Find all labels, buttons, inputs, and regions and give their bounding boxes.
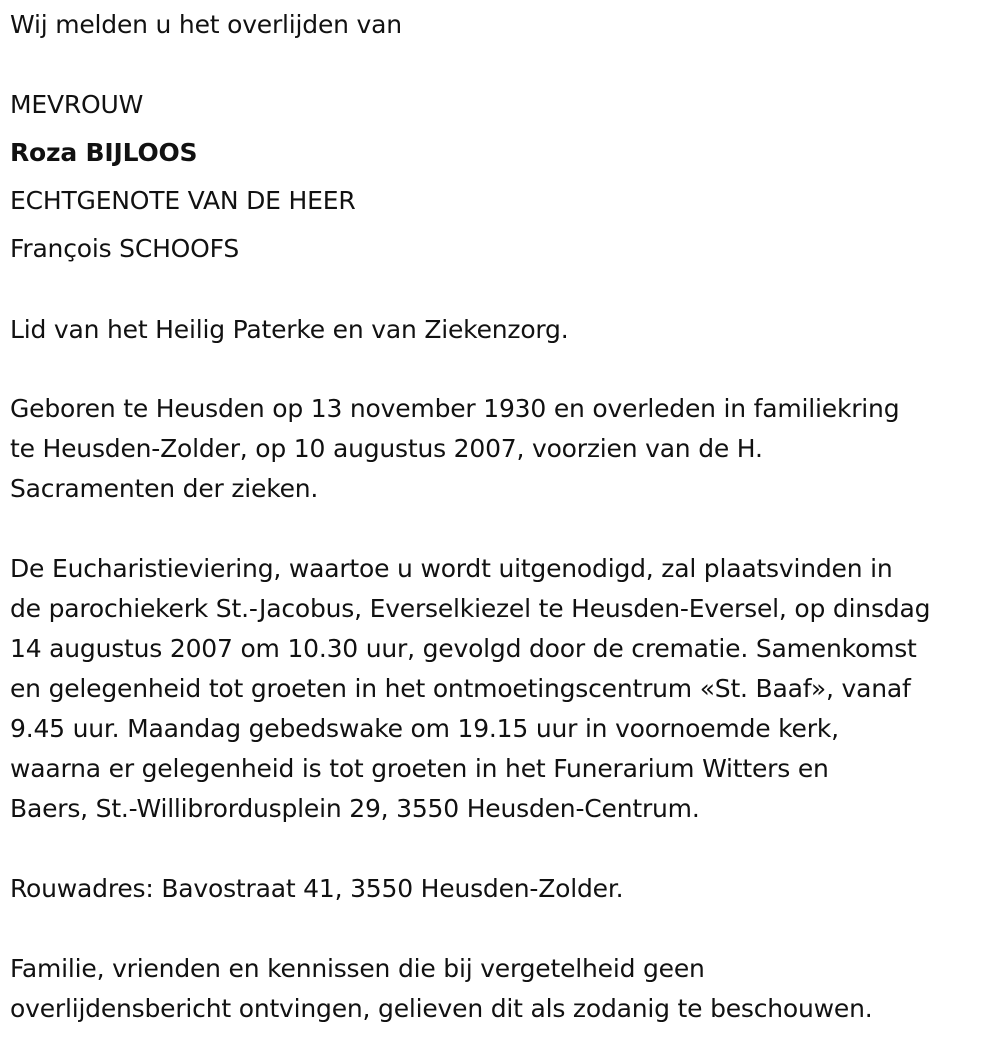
paragraph-line: De Eucharistieviering, waartoe u wordt uitgenodigd, zal plaatsvinden in (10, 554, 893, 583)
paragraph-line: overlijdensbericht ontvingen, gelieven dit als zodanig te beschouwen. (10, 994, 873, 1023)
title-prefix: MEVROUW (10, 90, 144, 119)
paragraph-line: Sacramenten der zieken. (10, 474, 319, 503)
paragraph-line: te Heusden-Zolder, op 10 augustus 2007, voorzien van de H. (10, 434, 763, 463)
paragraph-line: 9.45 uur. Maandag gebedswake om 19.15 uur in voornoemde kerk, (10, 714, 839, 743)
paragraph-line: Familie, vrienden en kennissen die bij vergetelheid geen (10, 954, 705, 983)
paragraph-line: waarna er gelegenheid is tot groeten in het Funerarium Witters en (10, 754, 829, 783)
deceased-name: Roza BIJLOOS (10, 138, 198, 167)
mourning-address: Rouwadres: Bavostraat 41, 3550 Heusden-Zolder. (10, 874, 624, 903)
paragraph-line: Baers, St.-Willibrordusplein 29, 3550 Heusden-Centrum. (10, 794, 700, 823)
paragraph-line: de parochiekerk St.-Jacobus, Everselkiezel te Heusden-Eversel, op dinsdag (10, 594, 931, 623)
intro-text: Wij melden u het overlijden van (10, 10, 402, 39)
spouse-name: François SCHOOFS (10, 234, 240, 263)
paragraph-line: Geboren te Heusden op 13 november 1930 en overleden in familiekring (10, 394, 900, 423)
spouse-label: ECHTGENOTE VAN DE HEER (10, 186, 356, 215)
membership-text: Lid van het Heilig Paterke en van Ziekenzorg. (10, 315, 569, 344)
paragraph-line: 14 augustus 2007 om 10.30 uur, gevolgd door de crematie. Samenkomst (10, 634, 917, 663)
paragraph-line: en gelegenheid tot groeten in het ontmoetingscentrum «St. Baaf», vanaf (10, 674, 911, 703)
